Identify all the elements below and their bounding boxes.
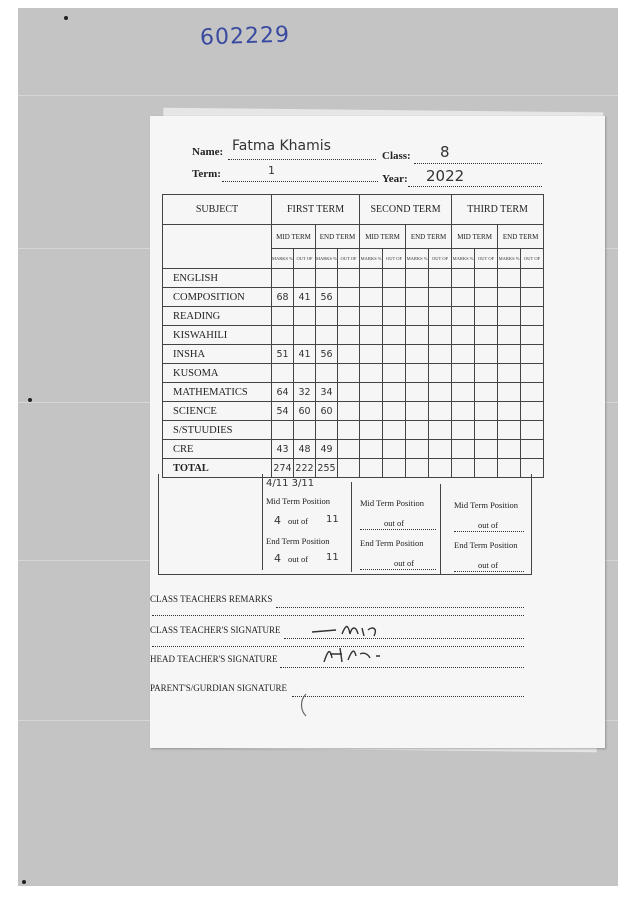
mark-cell: 41 — [294, 345, 316, 364]
mark-cell — [452, 421, 475, 440]
mark-cell — [475, 307, 498, 326]
mark-cell — [360, 383, 383, 402]
table-row — [163, 345, 544, 364]
subject-header-blank — [163, 225, 272, 269]
year-label: Year: — [382, 173, 408, 185]
marks-header: MARKS % — [452, 249, 475, 269]
out-of-text: out of — [478, 520, 499, 530]
out-of-header: OUT OF — [338, 249, 360, 269]
mark-cell — [316, 364, 338, 383]
mark-cell — [406, 288, 429, 307]
mark-cell — [452, 383, 475, 402]
class-teacher-signature-scribble — [308, 620, 388, 640]
name-value: Fatma Khamis — [232, 138, 331, 154]
mark-cell — [338, 345, 360, 364]
mark-cell — [406, 440, 429, 459]
first-term-positions — [264, 478, 350, 570]
year-underline — [408, 185, 542, 187]
mark-cell: 68 — [272, 288, 294, 307]
mark-cell — [521, 364, 544, 383]
mark-cell — [521, 440, 544, 459]
mark-cell — [294, 326, 316, 345]
mark-cell — [360, 364, 383, 383]
mark-cell — [360, 421, 383, 440]
subject-name: MATHEMATICS — [163, 383, 272, 402]
end-term-position-label: End Term Position — [266, 536, 330, 546]
mark-cell — [383, 383, 406, 402]
parent-signature-line — [292, 695, 524, 697]
mark-cell: 54 — [272, 402, 294, 421]
mid-term-position-label: Mid Term Position — [266, 496, 330, 506]
subject-name: KISWAHILI — [163, 326, 272, 345]
subject-name: KUSOMA — [163, 364, 272, 383]
parent-signature-label: PARENT'S/GURDIAN SIGNATURE — [150, 683, 288, 693]
mark-cell — [452, 364, 475, 383]
mark-cell — [521, 345, 544, 364]
mark-cell — [406, 345, 429, 364]
mark-cell — [429, 288, 452, 307]
table-row — [163, 440, 544, 459]
mark-cell — [272, 364, 294, 383]
mark-cell — [429, 421, 452, 440]
mark-cell — [360, 402, 383, 421]
mark-cell — [360, 269, 383, 288]
mark-cell — [294, 307, 316, 326]
mark-cell — [498, 269, 521, 288]
third-end-term-header: END TERM — [498, 225, 544, 249]
out-of-header: OUT OF — [521, 249, 544, 269]
mark-cell — [406, 326, 429, 345]
mark-cell — [360, 326, 383, 345]
mark-cell — [498, 345, 521, 364]
mark-cell: 56 — [316, 288, 338, 307]
year-value: 2022 — [426, 167, 465, 185]
mark-cell — [383, 364, 406, 383]
mark-cell: 34 — [316, 383, 338, 402]
mark-cell — [338, 326, 360, 345]
mark-cell — [383, 288, 406, 307]
first-mid-term-header: MID TERM — [272, 225, 316, 249]
mark-cell — [475, 383, 498, 402]
mark-cell — [452, 269, 475, 288]
mark-cell: 60 — [316, 402, 338, 421]
subject-name: COMPOSITION — [163, 288, 272, 307]
subject-name: READING — [163, 307, 272, 326]
end-term-position-value: 4 — [274, 552, 281, 565]
mark-cell — [406, 383, 429, 402]
mark-cell: 43 — [272, 440, 294, 459]
mark-cell — [498, 421, 521, 440]
head-teacher-signature-line — [280, 666, 524, 668]
second-end-term-header: END TERM — [406, 225, 452, 249]
mark-cell — [338, 383, 360, 402]
mark-cell — [383, 402, 406, 421]
mark-cell — [272, 421, 294, 440]
mark-cell — [429, 307, 452, 326]
mark-cell — [475, 402, 498, 421]
mark-cell — [498, 288, 521, 307]
mark-cell — [452, 440, 475, 459]
position-underline — [360, 528, 436, 530]
name-underline — [228, 158, 376, 160]
head-teacher-signature-scribble — [318, 644, 398, 668]
mark-cell — [498, 364, 521, 383]
mark-cell: 64 — [272, 383, 294, 402]
mark-cell — [383, 326, 406, 345]
mark-cell — [521, 326, 544, 345]
marks-header: MARKS % — [406, 249, 429, 269]
mark-cell — [338, 307, 360, 326]
document-number: 602229 — [199, 22, 291, 51]
mark-cell — [294, 269, 316, 288]
third-term-positions — [444, 498, 528, 574]
mark-cell — [383, 440, 406, 459]
mark-cell — [383, 307, 406, 326]
out-of-text: out of — [478, 560, 499, 570]
marks-header: MARKS % — [272, 249, 294, 269]
mark-cell: 60 — [294, 402, 316, 421]
table-row — [163, 364, 544, 383]
mark-cell — [452, 345, 475, 364]
marks-header: MARKS % — [360, 249, 383, 269]
mark-cell — [406, 421, 429, 440]
position-underline — [454, 530, 524, 532]
class-underline — [414, 162, 542, 164]
mark-cell — [498, 440, 521, 459]
mark-cell — [272, 326, 294, 345]
mark-cell: 48 — [294, 440, 316, 459]
term-value: 1 — [268, 164, 275, 177]
out-of-header: OUT OF — [294, 249, 316, 269]
mark-cell — [429, 440, 452, 459]
mark-cell — [521, 421, 544, 440]
mark-cell — [383, 421, 406, 440]
out-of-text: out of — [394, 558, 415, 568]
mark-cell — [498, 402, 521, 421]
subject-name: SCIENCE — [163, 402, 272, 421]
mark-cell — [475, 421, 498, 440]
mark-cell — [475, 440, 498, 459]
punch-dot — [28, 398, 32, 402]
subject-name: TOTAL — [163, 459, 272, 478]
mark-cell — [475, 326, 498, 345]
mark-cell — [338, 364, 360, 383]
mark-cell — [429, 364, 452, 383]
marks-header: MARKS % — [498, 249, 521, 269]
first-end-term-header: END TERM — [316, 225, 360, 249]
position-divider — [440, 484, 441, 574]
mark-cell — [360, 440, 383, 459]
out-of-text: out of — [288, 516, 309, 526]
mark-cell — [294, 364, 316, 383]
second-term-header: SECOND TERM — [360, 195, 452, 225]
mark-cell — [272, 307, 294, 326]
out-of-text: out of — [288, 554, 309, 564]
second-mid-term-header: MID TERM — [360, 225, 406, 249]
end-term-position-total: 11 — [326, 552, 339, 563]
mark-cell — [338, 421, 360, 440]
class-teacher-remarks-label: CLASS TEACHERS REMARKS — [150, 594, 273, 604]
marks-header: MARKS % — [316, 249, 338, 269]
mark-cell: 49 — [316, 440, 338, 459]
term-underline — [222, 180, 378, 182]
mark-cell — [316, 307, 338, 326]
out-of-text: out of — [384, 518, 405, 528]
mark-cell: 255 — [316, 459, 338, 478]
remarks-underline — [276, 606, 524, 608]
mark-cell — [406, 307, 429, 326]
mark-cell — [360, 307, 383, 326]
mid-term-position-total: 11 — [326, 514, 339, 525]
mark-cell: 274 — [272, 459, 294, 478]
mark-cell — [406, 364, 429, 383]
mark-cell — [521, 288, 544, 307]
class-label: Class: — [382, 150, 411, 162]
mark-cell — [498, 307, 521, 326]
table-row — [163, 307, 544, 326]
end-term-position-label: End Term Position — [454, 540, 518, 550]
table-row — [163, 269, 544, 288]
mark-cell — [316, 326, 338, 345]
mid-term-position-value: 4 — [274, 514, 281, 527]
mark-cell: 56 — [316, 345, 338, 364]
head-teacher-signature-label: HEAD TEACHER'S SIGNATURE — [150, 654, 278, 664]
mark-cell — [272, 269, 294, 288]
out-of-header: OUT OF — [429, 249, 452, 269]
mark-cell — [521, 383, 544, 402]
position-divider — [351, 482, 352, 572]
subject-name: S/STUUDIES — [163, 421, 272, 440]
class-teacher-signature-label: CLASS TEACHER'S SIGNATURE — [150, 625, 281, 635]
mark-cell — [429, 383, 452, 402]
term-label: Term: — [192, 168, 221, 180]
class-value: 8 — [440, 143, 450, 161]
mark-cell — [452, 307, 475, 326]
table-row — [163, 421, 544, 440]
position-underline — [454, 570, 524, 572]
position-dates: 4/11 3/11 — [266, 478, 315, 489]
table-row — [163, 288, 544, 307]
third-term-header: THIRD TERM — [452, 195, 544, 225]
grade-table — [162, 194, 544, 478]
mid-term-position-label: Mid Term Position — [454, 500, 518, 510]
punch-dot — [64, 16, 68, 20]
mark-cell — [338, 269, 360, 288]
mark-cell — [475, 288, 498, 307]
mark-cell — [338, 288, 360, 307]
mark-cell — [498, 383, 521, 402]
mark-cell — [429, 326, 452, 345]
mark-cell — [383, 269, 406, 288]
mark-cell — [338, 402, 360, 421]
position-divider — [262, 474, 263, 570]
mark-cell — [316, 421, 338, 440]
out-of-header: OUT OF — [383, 249, 406, 269]
out-of-header: OUT OF — [475, 249, 498, 269]
mark-cell — [452, 288, 475, 307]
mark-cell — [406, 402, 429, 421]
mid-term-position-label: Mid Term Position — [360, 498, 424, 508]
mark-cell — [429, 402, 452, 421]
mark-cell — [475, 364, 498, 383]
mark-cell: 41 — [294, 288, 316, 307]
punch-dot — [22, 880, 26, 884]
mark-cell — [521, 307, 544, 326]
mark-cell — [429, 269, 452, 288]
mark-cell — [498, 326, 521, 345]
mark-cell — [383, 345, 406, 364]
subject-name: INSHA — [163, 345, 272, 364]
mark-cell — [294, 421, 316, 440]
table-row — [163, 326, 544, 345]
subject-name: ENGLISH — [163, 269, 272, 288]
end-term-position-label: End Term Position — [360, 538, 424, 548]
mark-cell — [338, 440, 360, 459]
mark-cell — [360, 345, 383, 364]
table-row — [163, 383, 544, 402]
position-underline — [360, 568, 436, 570]
first-term-header: FIRST TERM — [272, 195, 360, 225]
mark-cell — [475, 269, 498, 288]
name-label: Name: — [192, 146, 224, 158]
mark-cell: 222 — [294, 459, 316, 478]
third-mid-term-header: MID TERM — [452, 225, 498, 249]
subject-name: CRE — [163, 440, 272, 459]
mark-cell — [475, 345, 498, 364]
mark-cell — [452, 402, 475, 421]
mark-cell: 32 — [294, 383, 316, 402]
mark-cell — [521, 269, 544, 288]
second-term-positions — [354, 496, 438, 574]
mark-cell — [316, 269, 338, 288]
mark-cell — [406, 269, 429, 288]
mark-cell — [360, 288, 383, 307]
subject-rows — [163, 269, 544, 478]
remarks-underline-2 — [152, 614, 524, 616]
table-row — [163, 402, 544, 421]
parent-signature-mark — [296, 692, 316, 718]
mark-cell — [429, 345, 452, 364]
subject-header: SUBJECT — [163, 195, 272, 225]
mark-cell — [521, 402, 544, 421]
mark-cell — [452, 326, 475, 345]
mark-cell: 51 — [272, 345, 294, 364]
scan-line — [18, 95, 618, 96]
